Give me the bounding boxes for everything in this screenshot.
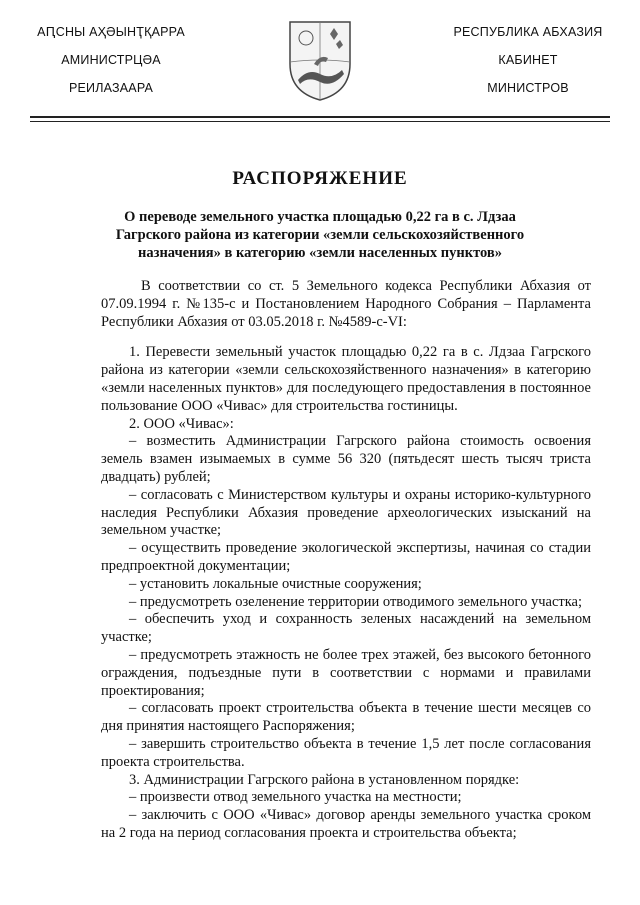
item-1-paragraph: 1. Перевести земельный участок площадью 0,22 га в с. Лдзаа Гагрского района из категории «земли сельскохозяйственного назначения» в категорию «земли населенных пунктов» для последующего предоставления в постоянное пользование ООО «Чивас» для строительства гостиницы. [101, 344, 591, 414]
item-2-heading: 2. ООО «Чивас»: [129, 415, 234, 432]
document-subject: О переводе земельного участка площадью 0,22 га в с. Лдзаа Гагрского района из категории «земли сельскохозяйственного назначения» в категорию «земли населенных пунктов» [115, 209, 525, 261]
header-left-line-2: АМИНИСТРЦӘА [61, 53, 161, 67]
item-3-heading: 3. Администрации Гагрского района в установленном порядке: [129, 771, 520, 788]
item-3-subitem: – заключить с ООО «Чивас» договор аренды земельного участка сроком на 2 года на период согласования проекта и строительства объекта; [101, 807, 591, 841]
item-2-subitem: – согласовать с Министерством культуры и охраны историко-культурного наследия Республики Абхазия проведение археологических изысканий на земельном участке; [101, 486, 591, 539]
item-2-subitem: – предусмотреть озеленение территории отводимого земельного участка; [129, 593, 583, 610]
item-2-subitem: – предусмотреть этажность не более трех этажей, без высокого бетонного ограждения, подъездные пути в соответствии с нормами и правилами проектирования; [101, 646, 591, 699]
header-left-line-1: АԤСНЫ АҲӘЫНҬҚАРРА [37, 25, 185, 39]
item-2-subitem: – осуществить проведение экологической экспертизы, начиная со стадии предпроектной документации; [101, 540, 591, 574]
header-rule-thin [30, 121, 610, 122]
coat-of-arms-emblem [286, 18, 354, 102]
header-right-line-1: РЕСПУБЛИКА АБХАЗИЯ [453, 25, 603, 39]
item-2-subitem: – возместить Администрации Гагрского района стоимость освоения земель взамен изымаемых в сумме 56 320 (пятьдесят шесть тысяч триста двадцать) рублей; [101, 433, 591, 485]
header-left-abkhaz [6, 22, 216, 106]
header-right-line-2: КАБИНЕТ [498, 53, 558, 67]
item-3-subitem: – произвести отвод земельного участка на местности; [129, 789, 462, 806]
header-right-line-3: МИНИСТРОВ [487, 81, 569, 95]
item-2-subitem: – обеспечить уход и сохранность зеленых насаждений на земельном участке; [101, 611, 591, 646]
item-2-subitem: – согласовать проект строительства объекта в течение шести месяцев со дня принятия настоящего Распоряжения; [101, 700, 591, 735]
header-left-line-3: РЕИЛАЗААРА [68, 81, 154, 95]
preamble-paragraph: В соответствии со ст. 5 Земельного кодекса Республики Абхазия от 07.09.1994 г. №135-с и Постановлением Народного Собрания – Парламента Республики Абхазия от 03.05.2018 г. №4589-с-VI: [101, 278, 591, 330]
document-title: РАСПОРЯЖЕНИЕ [232, 168, 408, 189]
header-right-russian [423, 22, 633, 106]
item-2-subitem: – установить локальные очистные сооружения; [129, 575, 422, 592]
document-body [101, 278, 591, 843]
item-2-subitem: – завершить строительство объекта в течение 1,5 лет после согласования проекта строительства. [101, 735, 591, 770]
header-rule-thick [30, 116, 610, 118]
